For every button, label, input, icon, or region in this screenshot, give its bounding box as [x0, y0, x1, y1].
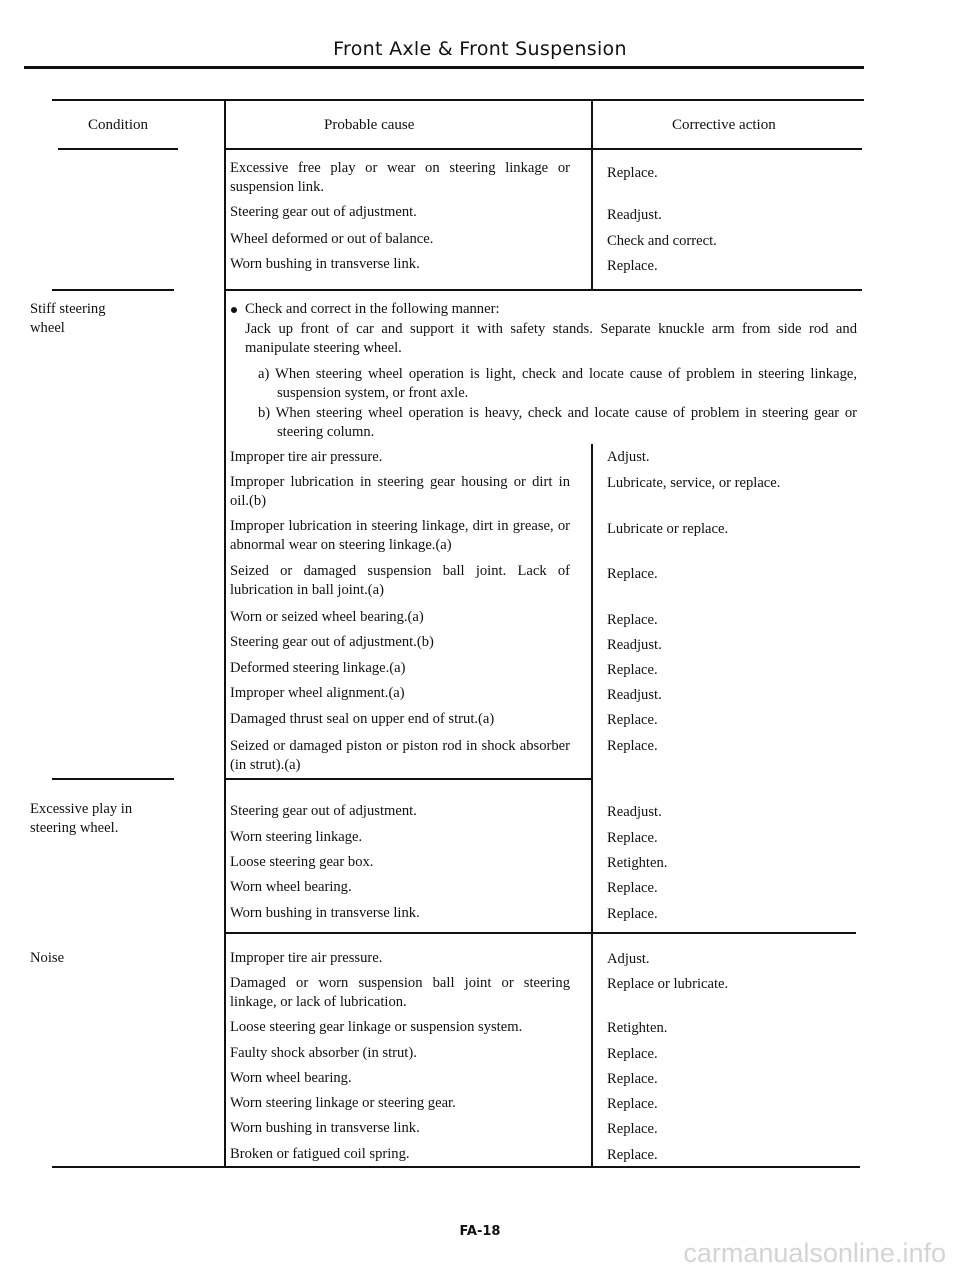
cause-text: Loose steering gear linkage or suspension system. — [230, 1019, 523, 1035]
bullet-icon — [231, 307, 237, 313]
action-text: Lubricate, service, or replace. — [607, 475, 781, 491]
condition-text: Stiff steering wheel — [30, 301, 106, 336]
action-text: Readjust. — [607, 637, 662, 653]
action-text: Replace. — [607, 1147, 658, 1163]
condition-text: Noise — [30, 950, 65, 966]
section-rule — [52, 289, 174, 291]
header-rule-right — [224, 148, 862, 150]
column-divider-2 — [591, 101, 593, 289]
action-text: Replace. — [607, 1096, 658, 1112]
note-a: a) When steering wheel operation is light, check and locate cause of problem in steering linkage, suspension system, or front axle. — [258, 366, 857, 401]
note-lead: Check and correct in the following manner: — [245, 301, 500, 317]
cause-text: Worn or seized wheel bearing.(a) — [230, 609, 424, 625]
action-text: Replace. — [607, 1071, 658, 1087]
action-text: Replace. — [607, 165, 658, 181]
cause-text: Excessive free play or wear on steering linkage or suspension link. — [230, 160, 570, 195]
condition-text: Excessive play in steering wheel. — [30, 801, 133, 836]
action-text: Readjust. — [607, 687, 662, 703]
column-divider-1 — [224, 101, 226, 1167]
cause-text: Worn bushing in transverse link. — [230, 256, 420, 272]
section-rule — [52, 778, 174, 780]
action-text: Replace. — [607, 830, 658, 846]
cause-text: Improper tire air pressure. — [230, 449, 383, 465]
action-text: Replace. — [607, 880, 658, 896]
cause-text: Improper lubrication in steering gear housing or dirt in oil.(b) — [230, 474, 570, 509]
column-divider-2 — [591, 444, 593, 1167]
cause-text: Seized or damaged piston or piston rod in shock absorber (in strut).(a) — [230, 738, 570, 773]
page-title: Front Axle & Front Suspension — [333, 38, 627, 60]
column-header-condition: Condition — [88, 117, 149, 133]
cause-text: Worn wheel bearing. — [230, 1070, 352, 1086]
section-rule — [224, 932, 856, 934]
action-text: Replace. — [607, 1121, 658, 1137]
action-text: Replace. — [607, 712, 658, 728]
cause-text: Improper wheel alignment.(a) — [230, 685, 405, 701]
cause-text: Broken or fatigued coil spring. — [230, 1146, 410, 1162]
section-rule — [224, 778, 592, 780]
action-text: Adjust. — [607, 449, 650, 465]
action-text: Check and correct. — [607, 233, 717, 249]
action-text: Lubricate or replace. — [607, 521, 729, 537]
table-top-rule — [52, 99, 864, 101]
action-text: Replace. — [607, 566, 658, 582]
table-bottom-rule — [52, 1166, 860, 1168]
action-text: Readjust. — [607, 207, 662, 223]
cause-text: Worn steering linkage or steering gear. — [230, 1095, 456, 1111]
header-rule-left — [58, 148, 178, 150]
cause-text: Deformed steering linkage.(a) — [230, 660, 406, 676]
action-text: Replace. — [607, 258, 658, 274]
cause-text: Faulty shock absorber (in strut). — [230, 1045, 417, 1061]
action-text: Retighten. — [607, 1020, 668, 1036]
action-text: Replace or lubricate. — [607, 976, 729, 992]
cause-text: Damaged or worn suspension ball joint or steering linkage, or lack of lubrication. — [230, 975, 570, 1010]
page-number: FA-18 — [459, 1224, 501, 1239]
cause-text: Wheel deformed or out of balance. — [230, 231, 434, 247]
action-text: Replace. — [607, 738, 658, 754]
column-header-action: Corrective action — [672, 117, 776, 133]
cause-text: Worn steering linkage. — [230, 829, 363, 845]
cause-text: Worn wheel bearing. — [230, 879, 352, 895]
header-rule — [24, 66, 864, 69]
action-text: Replace. — [607, 906, 658, 922]
watermark: carmanualsonline.info — [683, 1238, 946, 1268]
cause-text: Improper lubrication in steering linkage, dirt in grease, or abnormal wear on steering linkage.(a) — [230, 518, 570, 553]
action-text: Replace. — [607, 612, 658, 628]
action-text: Retighten. — [607, 855, 668, 871]
cause-text: Improper tire air pressure. — [230, 950, 383, 966]
action-text: Readjust. — [607, 804, 662, 820]
cause-text: Seized or damaged suspension ball joint. Lack of lubrication in ball joint.(a) — [230, 563, 570, 598]
cause-text: Steering gear out of adjustment. — [230, 204, 417, 220]
cause-text: Worn bushing in transverse link. — [230, 1120, 420, 1136]
action-text: Adjust. — [607, 951, 650, 967]
cause-text: Loose steering gear box. — [230, 854, 374, 870]
cause-text: Steering gear out of adjustment.(b) — [230, 634, 434, 650]
cause-text: Damaged thrust seal on upper end of strut.(a) — [230, 711, 495, 727]
section-rule — [224, 289, 862, 291]
action-text: Replace. — [607, 1046, 658, 1062]
note-b: b) When steering wheel operation is heavy, check and locate cause of problem in steering gear or steering column. — [258, 405, 857, 440]
cause-text: Worn bushing in transverse link. — [230, 905, 420, 921]
action-text: Replace. — [607, 662, 658, 678]
note-body: Jack up front of car and support it with safety stands. Separate knuckle arm from side rod and manipulate steering wheel. — [245, 321, 857, 356]
cause-text: Steering gear out of adjustment. — [230, 803, 417, 819]
column-header-cause: Probable cause — [324, 117, 415, 133]
